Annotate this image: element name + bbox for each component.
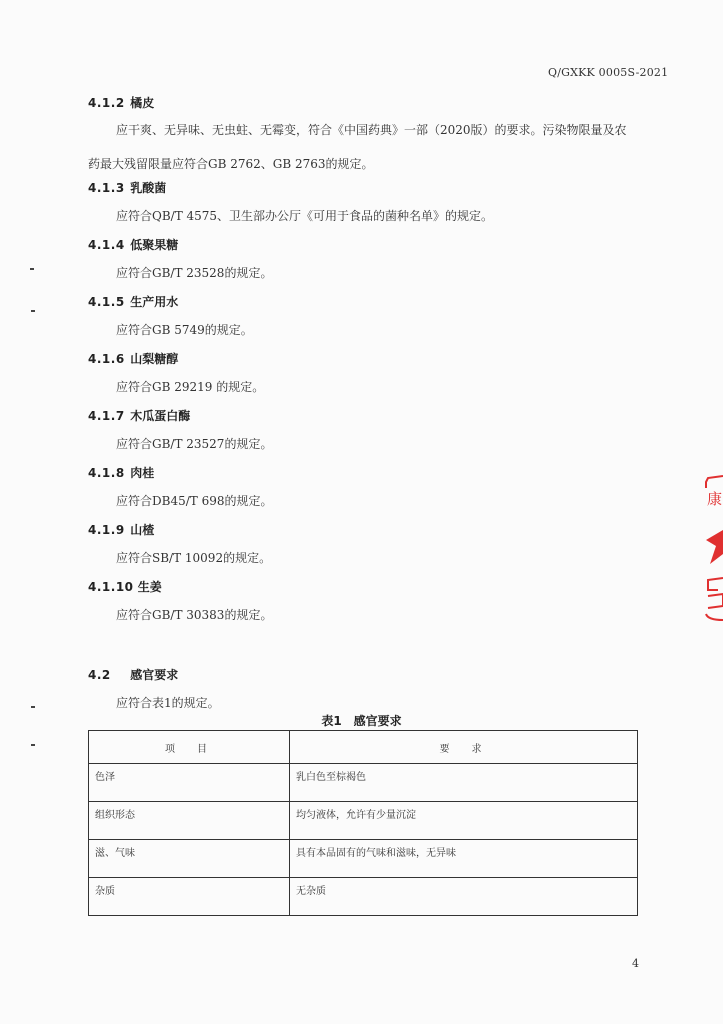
scan-speck <box>31 706 35 708</box>
seal-ring <box>706 476 723 488</box>
section-title: 肉桂 <box>130 466 155 480</box>
page-number: 4 <box>632 957 639 970</box>
table-caption: 表1 感官要求 <box>321 714 402 728</box>
table-cell: 具有本品固有的气味和滋味，无异味 <box>290 840 638 878</box>
section-heading <box>88 464 154 481</box>
section-title: 乳酸菌 <box>130 181 167 195</box>
section-number: 4.1.2 <box>88 96 125 110</box>
section-number: 4.1.3 <box>88 181 125 195</box>
section-title: 低聚果糖 <box>130 238 179 252</box>
section-title: 生姜 <box>137 580 162 594</box>
section-text: 应符合表1的规定。 <box>116 696 220 710</box>
scan-speck <box>31 744 35 746</box>
section-text: 应符合DB45/T 698的规定。 <box>116 494 273 508</box>
scan-speck <box>30 268 34 270</box>
table-cell: 无杂质 <box>290 878 638 916</box>
table-row <box>89 764 638 802</box>
section-number: 4.1.5 <box>88 295 125 309</box>
section-heading <box>88 94 154 111</box>
table-cell: 乳白色至棕褐色 <box>290 764 638 802</box>
section-heading <box>88 236 178 253</box>
table-cell: 均匀液体，允许有少量沉淀 <box>290 802 638 840</box>
section-heading <box>88 407 190 424</box>
table-row <box>89 840 638 878</box>
section-text: 应干爽、无异味、无虫蛀、无霉变，符合《中国药典》一部（2020版）的要求。污染物限量及农药最大残留限量应符合GB 2762、GB 2763的规定。 <box>88 123 627 171</box>
section-number: 4.1.8 <box>88 466 125 480</box>
section-number: 4.1.10 <box>88 580 134 594</box>
section-heading <box>88 521 154 538</box>
section-number: 4.1.9 <box>88 523 125 537</box>
section-title: 山楂 <box>130 523 155 537</box>
section-number: 4.1.4 <box>88 238 125 252</box>
table-cell: 组织形态 <box>89 802 290 840</box>
section-text: 应符合GB 29219 的规定。 <box>116 380 265 394</box>
section-text: 应符合GB/T 23527的规定。 <box>116 437 273 451</box>
section-text: 应符合GB 5749的规定。 <box>116 323 253 337</box>
section-title: 感官要求 <box>130 668 179 682</box>
table-cell: 色泽 <box>89 764 290 802</box>
table-cell: 滋、气味 <box>89 840 290 878</box>
section-title: 生产用水 <box>130 295 179 309</box>
seal-star-icon <box>706 530 723 564</box>
section-number: 4.1.6 <box>88 352 125 366</box>
seal-character: 康 <box>707 490 723 508</box>
table-row <box>89 878 638 916</box>
section-text: 应符合GB/T 23528的规定。 <box>116 266 273 280</box>
section-heading <box>88 350 178 367</box>
document-code: Q/GXKK 0005S-2021 <box>548 66 669 79</box>
table-cell: 杂质 <box>89 878 290 916</box>
red-seal-stamp <box>704 474 723 624</box>
column-header: 要 求 <box>290 731 638 764</box>
section-text: 应符合SB/T 10092的规定。 <box>116 551 272 565</box>
section-heading <box>88 293 178 310</box>
scan-speck <box>31 310 35 312</box>
column-header: 项 目 <box>89 731 290 764</box>
section-heading <box>88 578 162 595</box>
section-title: 木瓜蛋白酶 <box>130 409 191 423</box>
section-title: 山梨糖醇 <box>130 352 179 366</box>
table-header-row <box>89 731 638 764</box>
section-heading <box>88 666 178 683</box>
section-number: 4.2 <box>88 668 111 682</box>
section-text: 应符合QB/T 4575、卫生部办公厅《可用于食品的菌种名单》的规定。 <box>116 209 494 223</box>
sensory-requirements-table <box>88 730 638 916</box>
section-text: 应符合GB/T 30383的规定。 <box>116 608 273 622</box>
section-title: 橘皮 <box>130 96 155 110</box>
section-heading <box>88 179 166 196</box>
seal-ring <box>706 614 723 620</box>
section-number: 4.1.7 <box>88 409 125 423</box>
seal-lettering <box>708 578 723 608</box>
table-row <box>89 802 638 840</box>
